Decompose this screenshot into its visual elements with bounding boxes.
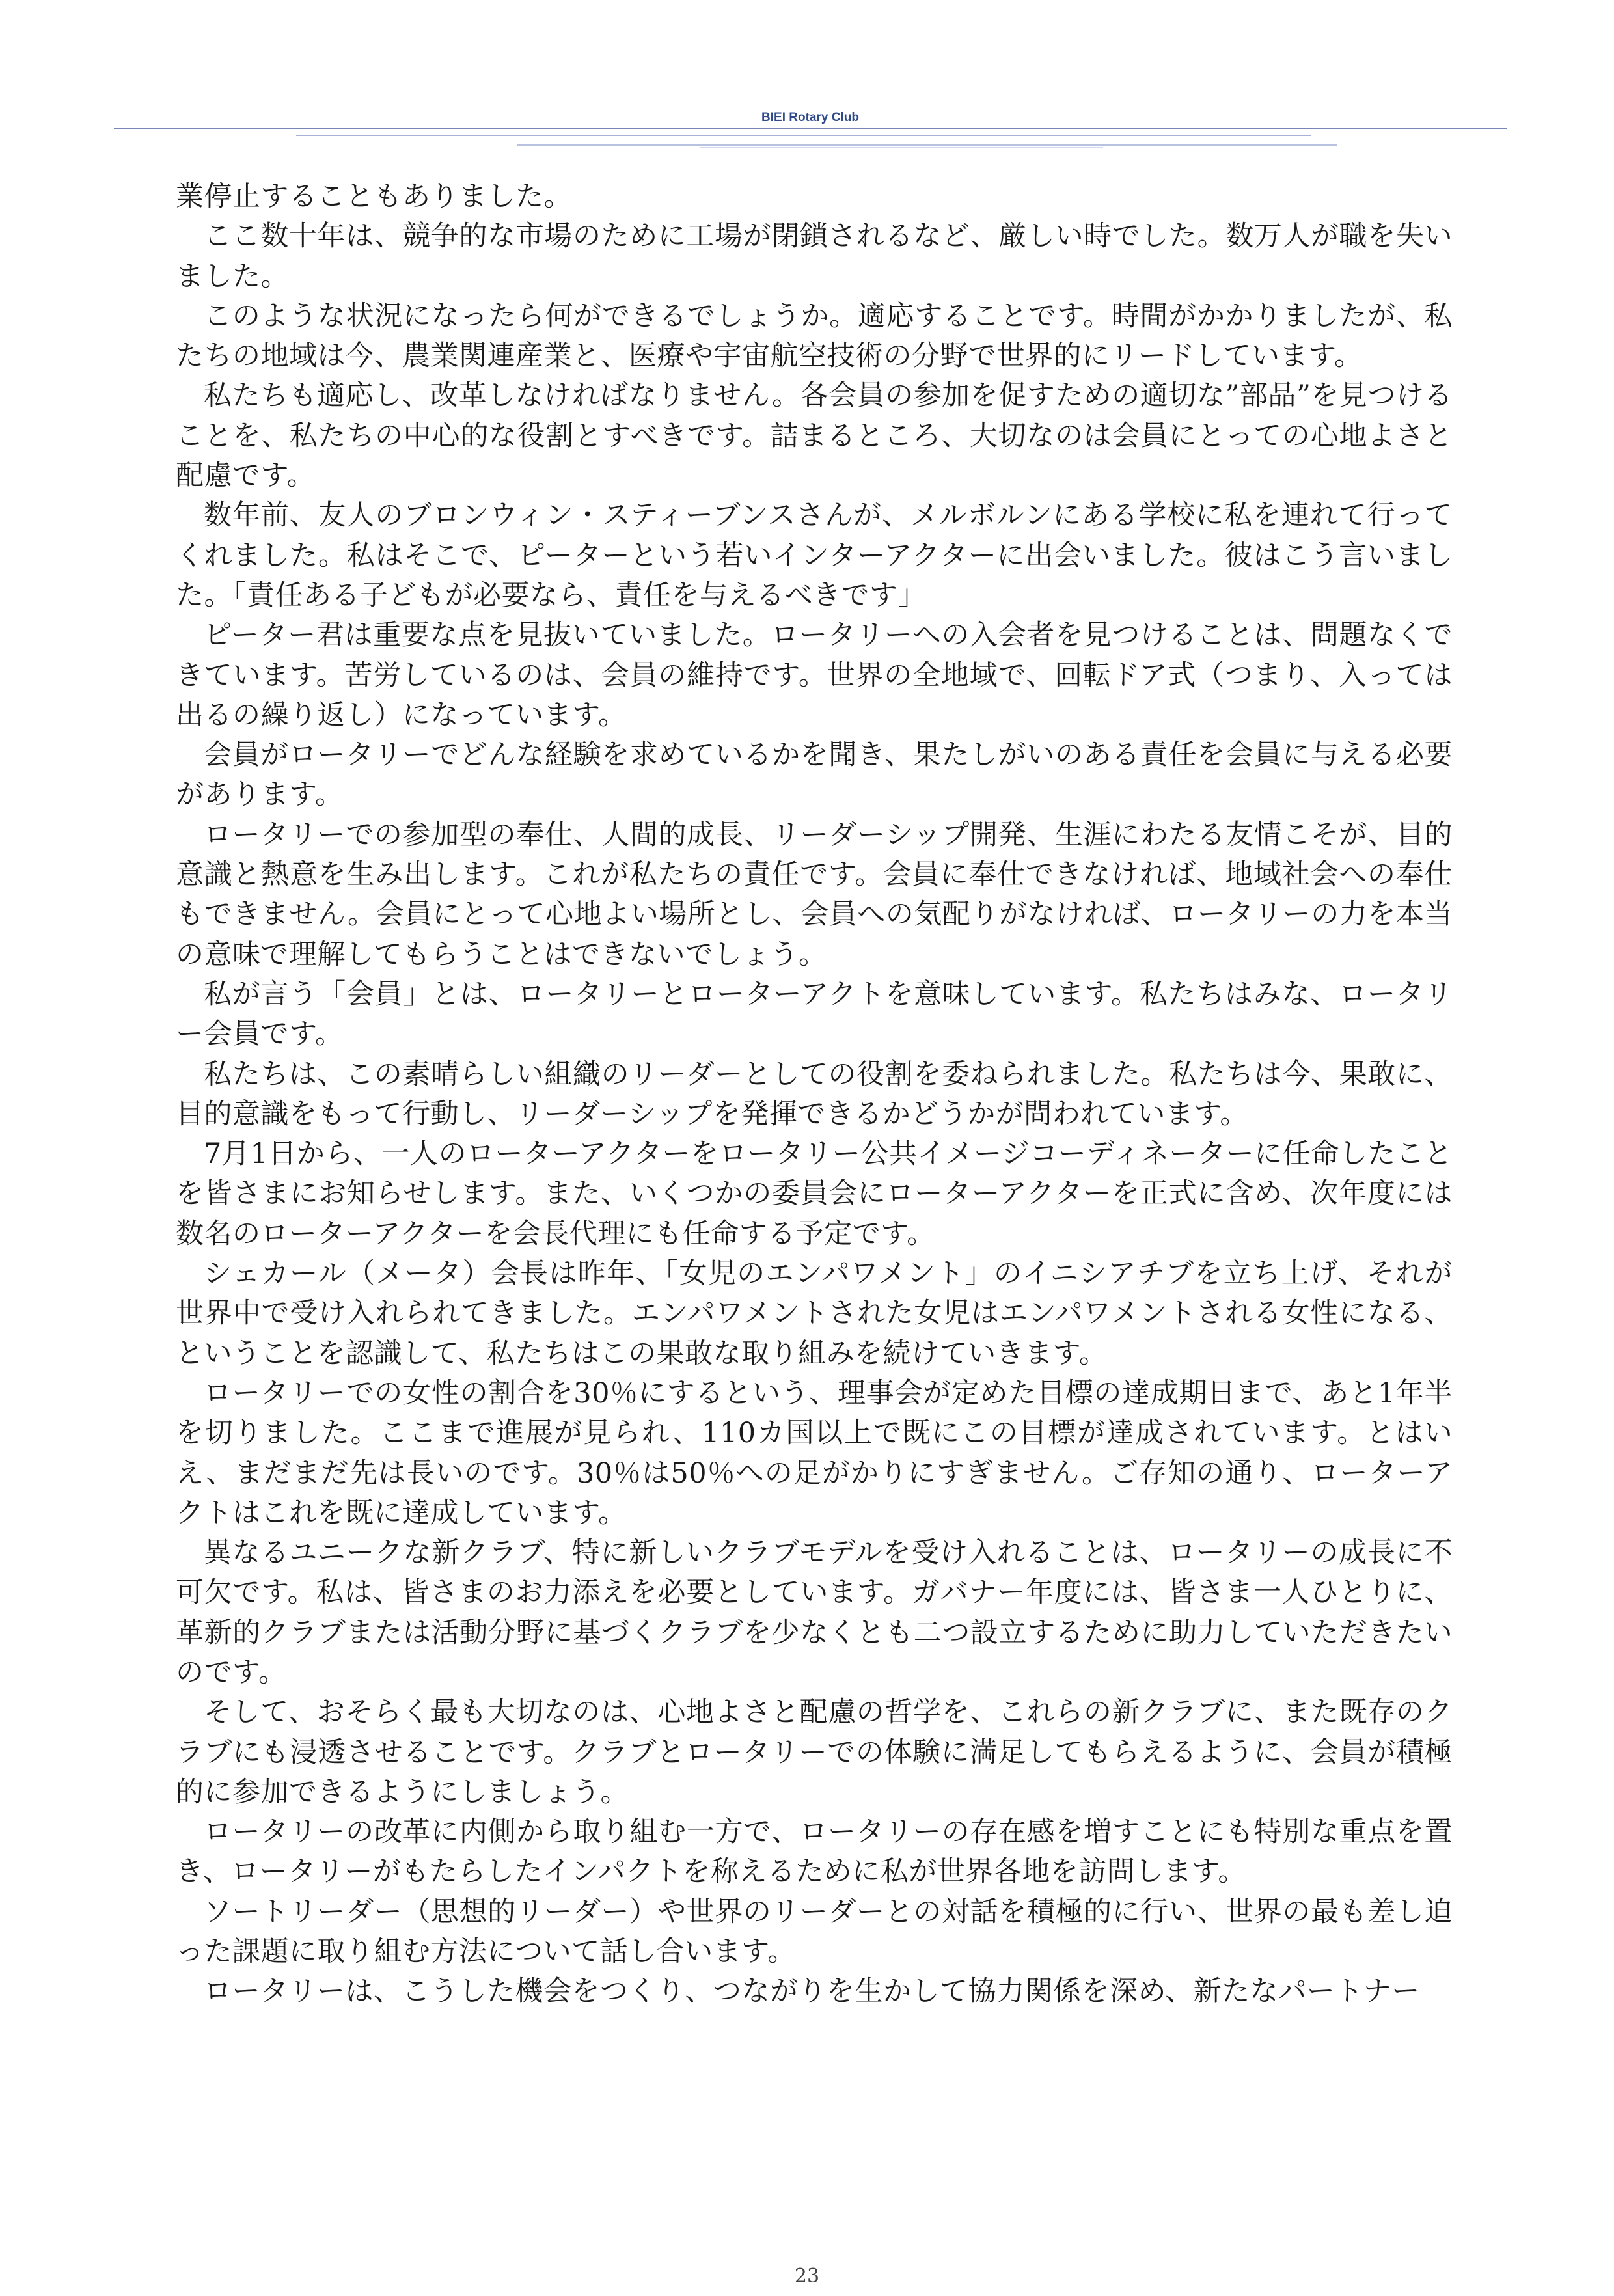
paragraph: 私が言う「会員」とは、ロータリーとローターアクトを意味しています。私たちはみな、ロータリー会員です。 bbox=[176, 977, 1453, 1051]
paragraph: 私たちは、この素晴らしい組織のリーダーとしての役割を委ねられました。私たちは今、果敢に、目的意識をもって行動し、リーダーシップを発揮できるかどうかが問われています。 bbox=[176, 1058, 1453, 1130]
paragraph: ロータリーは、こうした機会をつくり、つながりを生かして協力関係を深め、新たなパートナー bbox=[204, 1975, 1420, 2008]
body-text bbox=[176, 177, 1453, 2012]
header-rule bbox=[296, 135, 1311, 136]
header-rule bbox=[114, 128, 1507, 129]
paragraph: シェカール（メータ）会長は昨年、「女児のエンパワメント」のイニシアチブを立ち上げ、それが世界中で受け入れられてきました。エンパワメントされた女児はエンパワメントされる女性になる、ということを認識して、私たちはこの果敢な取り組みを続けていきます。 bbox=[176, 1257, 1453, 1370]
paragraph: ロータリーでの女性の割合を30％にするという、理事会が定めた目標の達成期日まで、あと1年半を切りました。ここまで進展が見られ、110カ国以上で既にこの目標が達成されています。とはいえ、まだまだ先は長いのです。30％は50％への足がかりにすぎません。ご存知の通り、ローターアクトはこれを既に達成しています。 bbox=[176, 1376, 1453, 1529]
paragraph: ロータリーでの参加型の奉仕、人間的成長、リーダーシップ開発、生涯にわたる友情こそが、目的意識と熱意を生み出します。これが私たちの責任です。会員に奉仕できなければ、地域社会への奉仕もできません。会員にとって心地よい場所とし、会員への気配りがなければ、ロータリーの力を本当の意味で理解してもらうことはできないでしょう。 bbox=[176, 818, 1453, 971]
paragraph: ソートリーダー（思想的リーダー）や世界のリーダーとの対話を積極的に行い、世界の最も差し迫った課題に取り組む方法について話し合います。 bbox=[176, 1895, 1453, 1969]
header-title: BIEI Rotary Club bbox=[761, 111, 859, 124]
header-rule bbox=[517, 144, 1337, 146]
paragraph: 私たちも適応し、改革しなければなりません。各会員の参加を促すための適切な”部品”を見つけることを、私たちの中心的な役割とすべきです。詰まるところ、大切なのは会員にとっての心地よさと配慮です。 bbox=[176, 379, 1453, 493]
header-rule bbox=[700, 147, 1103, 148]
paragraph: 異なるユニークな新クラブ、特に新しいクラブモデルを受け入れることは、ロータリーの成長に不可欠です。私は、皆さまのお力添えを必要としています。ガバナー年度には、皆さま一人ひとりに、革新的クラブまたは活動分野に基づくクラブを少なくとも二つ設立するために助力していただきたいのです。 bbox=[176, 1537, 1453, 1689]
paragraph: 数年前、友人のブロンウィン・スティーブンスさんが、メルボルンにある学校に私を連れて行ってくれました。私はそこで、ピーターという若いインターアクターに出会いました。彼はこう言いました。「責任ある子どもが必要なら、責任を与えるべきです」 bbox=[176, 499, 1453, 612]
page-header bbox=[114, 104, 1507, 151]
paragraph: このような状況になったら何ができるでしょうか。適応することです。時間がかかりましたが、私たちの地域は今、農業関連産業と、医療や宇宙航空技術の分野で世界的にリードしています。 bbox=[176, 299, 1453, 373]
paragraph: 業停止することもありました。 bbox=[176, 180, 572, 213]
paragraph: 会員がロータリーでどんな経験を求めているかを聞き、果たしがいのある責任を会員に与える必要があります。 bbox=[176, 739, 1453, 812]
paragraph: ロータリーの改革に内側から取り組む一方で、ロータリーの存在感を増すことにも特別な重点を置き、ロータリーがもたらしたインパクトを称えるために私が世界各地を訪問します。 bbox=[176, 1816, 1453, 1889]
paragraph: ピーター君は重要な点を見抜いていました。ロータリーへの入会者を見つけることは、問題なくできています。苦労しているのは、会員の維持です。世界の全地域で、回転ドア式（つまり、入っては出るの繰り返し）になっています。 bbox=[176, 619, 1453, 731]
paragraph: ここ数十年は、競争的な市場のために工場が閉鎖されるなど、厳しい時でした。数万人が職を失いました。 bbox=[176, 220, 1453, 293]
paragraph: 7月1日から、一人のローターアクターをロータリー公共イメージコーディネーターに任命したことを皆さまにお知らせします。また、いくつかの委員会にローターアクターを正式に含め、次年度には数名のローターアクターを会長代理にも任命する予定です。 bbox=[176, 1138, 1453, 1250]
page-number: 23 bbox=[794, 2265, 820, 2288]
paragraph: そして、おそらく最も大切なのは、心地よさと配慮の哲学を、これらの新クラブに、また既存のクラブにも浸透させることです。クラブとロータリーでの体験に満足してもらえるように、会員が積極的に参加できるようにしましょう。 bbox=[176, 1696, 1453, 1809]
